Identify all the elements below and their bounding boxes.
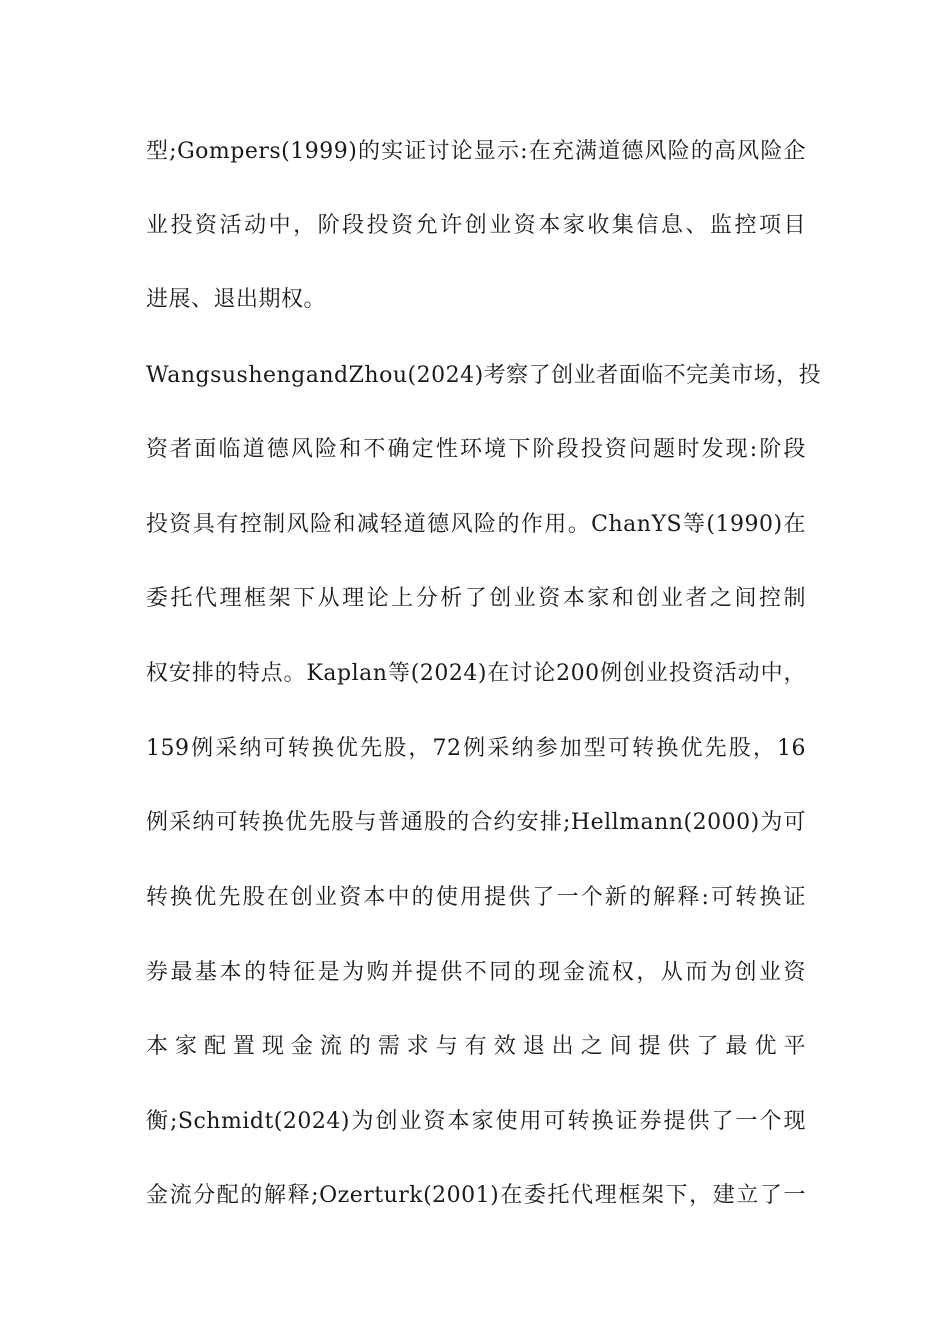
text-line-15: 金流分配的解释;Ozerturk(2001)在委托代理框架下，建立了一 <box>146 1183 806 1208</box>
text-line-13: 本家配置现金流的需求与有效退出之间提供了最优平 <box>146 1034 806 1059</box>
text-line-3: 进展、退出期权。 <box>146 287 327 312</box>
text-line-9: 159例采纳可转换优先股，72例采纳参加型可转换优先股，16 <box>146 736 806 761</box>
text-line-14: 衡;Schmidt(2024)为创业资本家使用可转换证券提供了一个现 <box>146 1109 806 1134</box>
text-line-8: 权安排的特点。Kaplan等(2024)在讨论200例创业投资活动中， <box>146 661 806 686</box>
text-line-11: 转换优先股在创业资本中的使用提供了一个新的解释:可转换证 <box>146 885 806 910</box>
text-line-12: 券最基本的特征是为购并提供不同的现金流权，从而为创业资 <box>146 960 806 985</box>
text-line-1: 型;Gompers(1999)的实证讨论显示:在充满道德风险的高风险企 <box>146 139 806 164</box>
text-line-5: 资者面临道德风险和不确定性环境下阶段投资问题时发现:阶段 <box>146 437 806 462</box>
text-line-4: WangsushengandZhou(2024)考察了创业者面临不完美市场，投 <box>146 363 822 388</box>
text-line-7: 委托代理框架下从理论上分析了创业资本家和创业者之间控制 <box>146 586 806 611</box>
text-line-6: 投资具有控制风险和减轻道德风险的作用。ChanYS等(1990)在 <box>146 512 806 537</box>
text-line-2: 业投资活动中，阶段投资允许创业资本家收集信息、监控项目 <box>146 213 806 238</box>
text-line-10: 例采纳可转换优先股与普通股的合约安排;Hellmann(2000)为可 <box>146 810 806 835</box>
